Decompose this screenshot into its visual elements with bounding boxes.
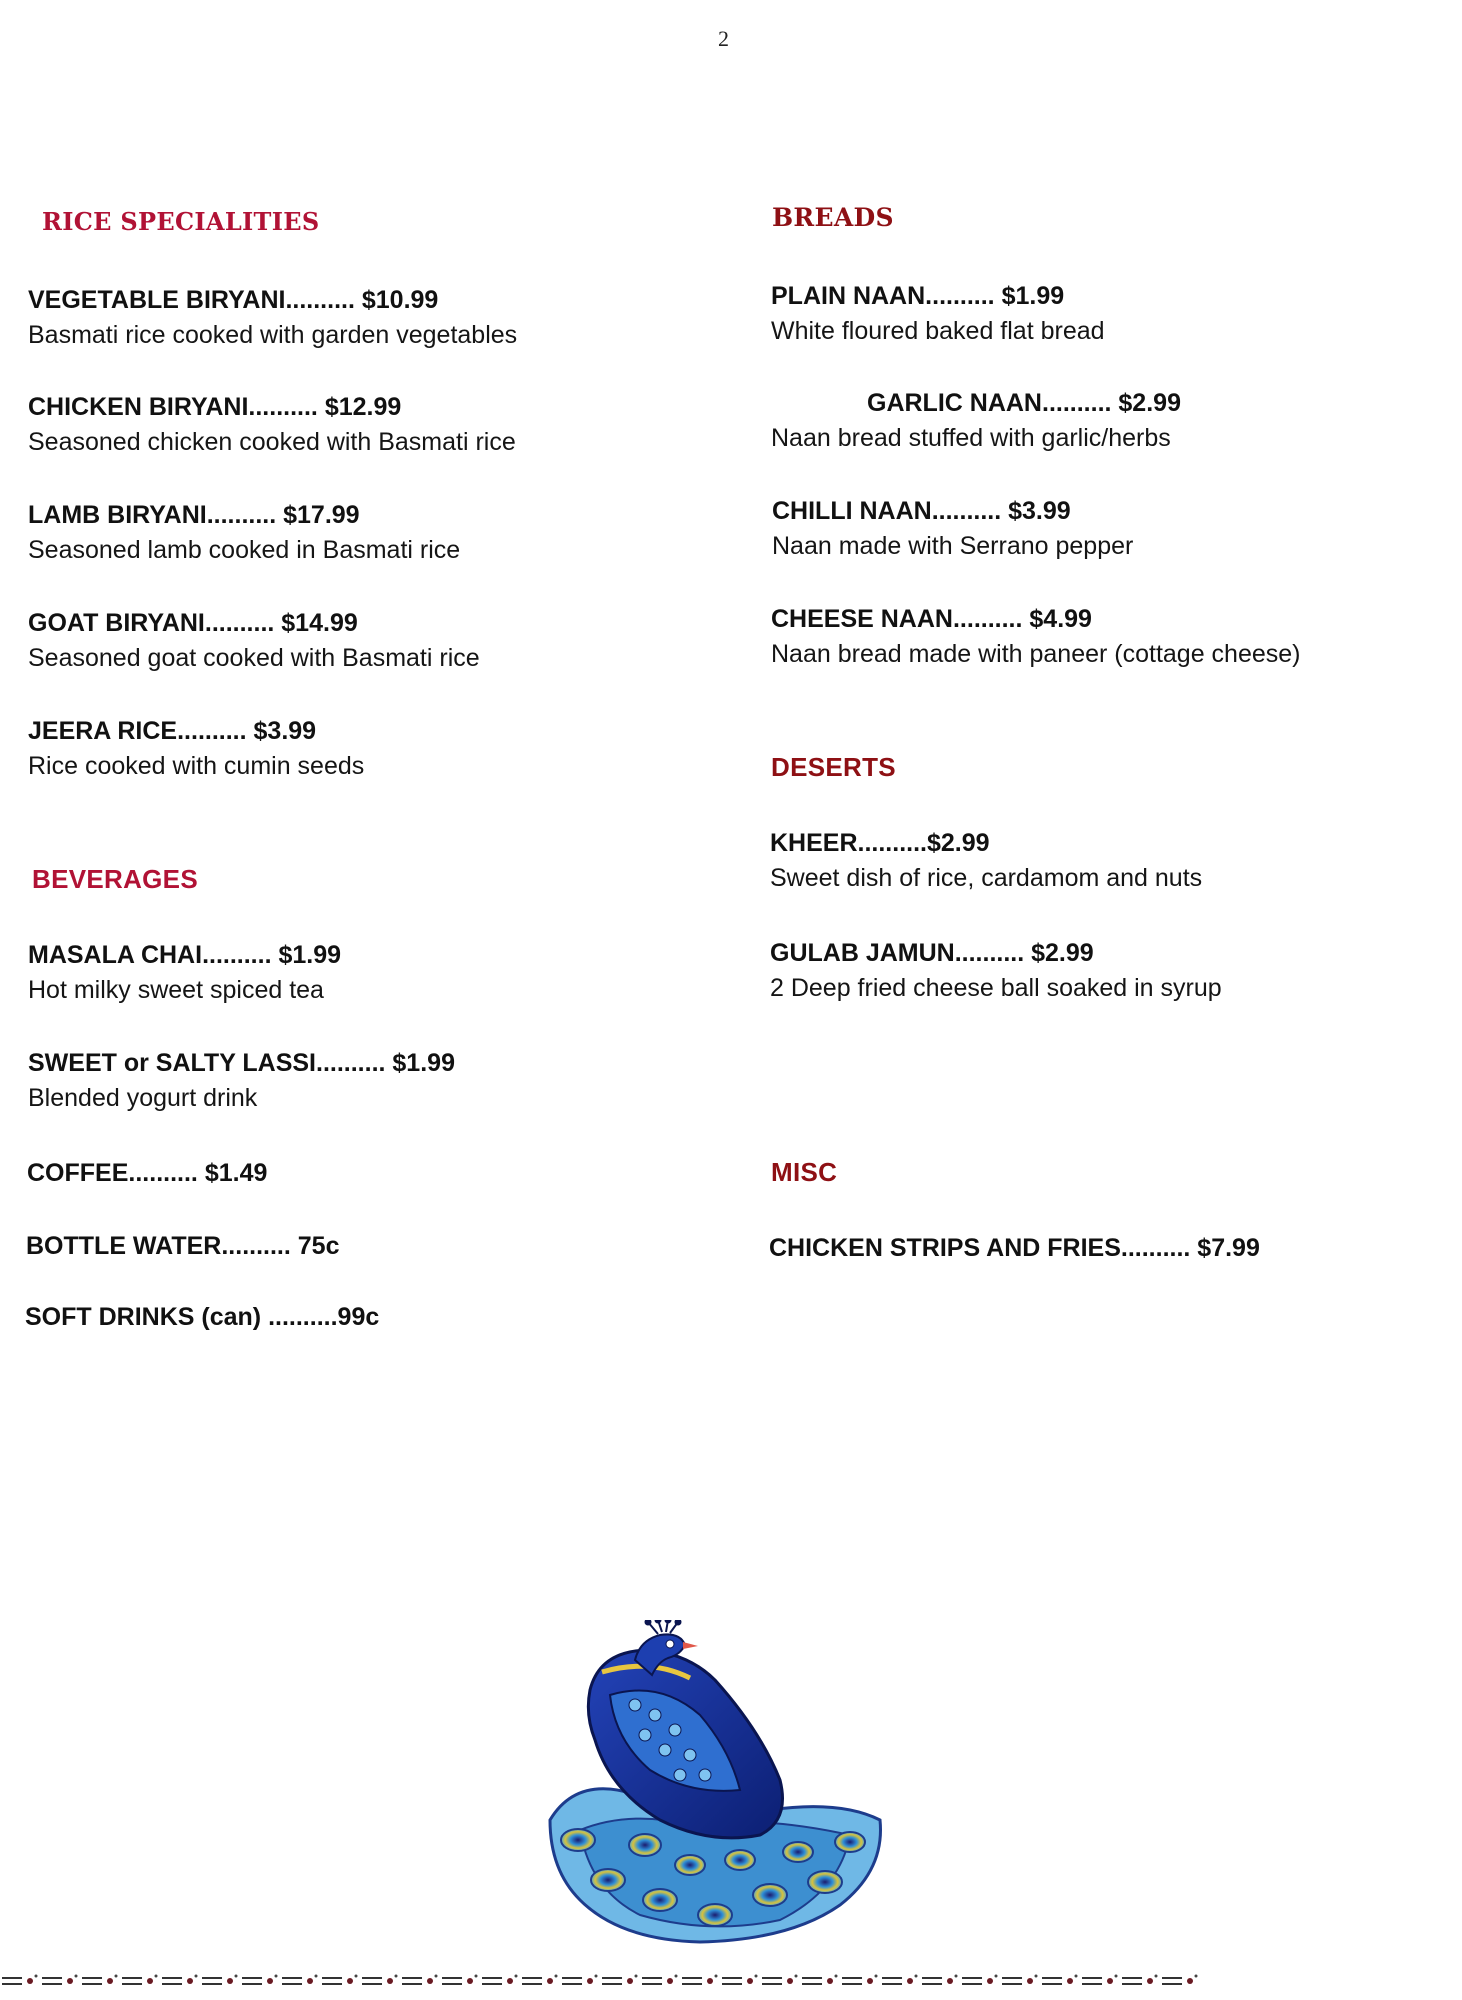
item-price: $1.49 xyxy=(204,1159,268,1187)
item-name: VEGETABLE BIRYANI xyxy=(28,286,286,314)
item-price: $4.99 xyxy=(1029,605,1092,633)
item-price: $3.99 xyxy=(253,717,317,745)
menu-item-lamb-biryani xyxy=(28,498,460,568)
section-heading-breads: BREADS xyxy=(772,203,894,232)
item-title: COFFEE.......... $1.49 xyxy=(27,1159,268,1187)
item-name: SOFT DRINKS (can) xyxy=(25,1303,269,1331)
item-description: Seasoned chicken cooked with Basmati rice xyxy=(28,428,516,456)
menu-item-jeera-rice xyxy=(28,714,364,784)
item-description: Rice cooked with cumin seeds xyxy=(28,752,365,780)
menu-item-goat-biryani xyxy=(28,606,480,676)
item-price: $1.99 xyxy=(278,941,342,969)
item-name: JEERA RICE xyxy=(28,717,178,745)
item-title: SOFT DRINKS (can) ..........99c xyxy=(25,1303,380,1331)
item-price: $1.99 xyxy=(392,1049,455,1077)
item-price: $2.99 xyxy=(1118,389,1181,417)
item-name: LAMB BIRYANI xyxy=(28,501,207,529)
item-title: VEGETABLE BIRYANI.......... $10.99 xyxy=(28,286,439,314)
section-heading-misc: MISC xyxy=(771,1157,838,1187)
item-description: Naan made with Serrano pepper xyxy=(772,532,1134,560)
item-price: $2.99 xyxy=(926,829,990,857)
item-price: 75c xyxy=(297,1232,340,1260)
item-description: Seasoned lamb cooked in Basmati rice xyxy=(28,536,461,564)
menu-item-chicken-strips xyxy=(769,1231,1260,1265)
menu-item-kheer xyxy=(770,826,1202,896)
item-title: BOTTLE WATER.......... 75c xyxy=(26,1232,340,1260)
menu-item-gulab-jamun xyxy=(770,936,1222,1006)
item-title: CHICKEN STRIPS AND FRIES.......... $7.99 xyxy=(769,1234,1260,1262)
item-title: CHICKEN BIRYANI.......... $12.99 xyxy=(28,393,402,421)
item-name: CHILLI NAAN xyxy=(772,497,932,525)
item-price: 99c xyxy=(337,1303,380,1331)
item-name: COFFEE xyxy=(27,1159,129,1187)
item-price: $17.99 xyxy=(283,501,360,529)
item-name: CHICKEN BIRYANI xyxy=(28,393,249,421)
item-title: JEERA RICE.......... $3.99 xyxy=(28,717,317,745)
menu-item-chilli-naan xyxy=(772,494,1133,564)
item-description: Naan bread stuffed with garlic/herbs xyxy=(771,424,1171,452)
item-name: BOTTLE WATER xyxy=(26,1232,222,1260)
item-name: CHEESE NAAN xyxy=(771,605,953,633)
item-title: SWEET or SALTY LASSI.......... $1.99 xyxy=(28,1049,455,1077)
item-description: Seasoned goat cooked with Basmati rice xyxy=(28,644,480,672)
item-price: $10.99 xyxy=(361,286,439,314)
item-description: White floured baked flat bread xyxy=(771,317,1105,345)
menu-item-lassi xyxy=(28,1046,455,1116)
item-name: PLAIN NAAN xyxy=(771,282,926,310)
item-title: GULAB JAMUN.......... $2.99 xyxy=(770,939,1094,967)
section-heading-deserts: DESERTS xyxy=(771,752,896,782)
item-title: PLAIN NAAN.......... $1.99 xyxy=(771,282,1065,310)
section-heading-rice: RICE SPECIALITIES xyxy=(42,207,320,236)
item-name: GULAB JAMUN xyxy=(770,939,955,967)
menu-item-vegetable-biryani xyxy=(28,283,517,353)
decorative-border-icon xyxy=(0,1968,1462,1994)
peacock-icon xyxy=(540,1620,890,1950)
menu-item-masala-chai xyxy=(28,938,341,1008)
item-title: KHEER..........$2.99 xyxy=(770,829,990,857)
item-name: MASALA CHAI xyxy=(28,941,203,969)
section-heading-beverages: BEVERAGES xyxy=(32,864,198,894)
menu-item-plain-naan xyxy=(771,279,1105,349)
item-name: SWEET or SALTY LASSI xyxy=(28,1049,316,1077)
item-price: $3.99 xyxy=(1008,497,1071,525)
item-title: CHEESE NAAN.......... $4.99 xyxy=(771,605,1092,633)
item-title: GARLIC NAAN.......... $2.99 xyxy=(867,389,1181,417)
item-title: CHILLI NAAN.......... $3.99 xyxy=(772,497,1071,525)
item-title: MASALA CHAI.......... $1.99 xyxy=(28,941,342,969)
item-description: Naan bread made with paneer (cottage cheese) xyxy=(771,640,1301,668)
page-number: 2 xyxy=(718,26,729,51)
item-description: Blended yogurt drink xyxy=(28,1084,258,1112)
item-description: 2 Deep fried cheese ball soaked in syrup xyxy=(770,974,1222,1002)
item-name: KHEER xyxy=(770,829,858,857)
item-description: Hot milky sweet spiced tea xyxy=(28,976,324,1004)
item-title: LAMB BIRYANI.......... $17.99 xyxy=(28,501,360,529)
menu-item-soft-drinks xyxy=(25,1300,379,1334)
item-price: $1.99 xyxy=(1001,282,1065,310)
item-price: $7.99 xyxy=(1197,1234,1260,1262)
item-description: Sweet dish of rice, cardamom and nuts xyxy=(770,864,1203,892)
menu-item-cheese-naan xyxy=(771,602,1301,672)
item-name: CHICKEN STRIPS AND FRIES xyxy=(769,1234,1121,1262)
item-price: $12.99 xyxy=(324,393,402,421)
item-description: Basmati rice cooked with garden vegetables xyxy=(28,321,518,349)
menu-item-coffee xyxy=(27,1156,267,1190)
menu-item-bottle-water xyxy=(26,1229,339,1263)
item-price: $2.99 xyxy=(1031,939,1094,967)
item-price: $14.99 xyxy=(281,609,358,637)
menu-item-chicken-biryani xyxy=(28,390,516,460)
item-name: GOAT BIRYANI xyxy=(28,609,205,637)
item-name: GARLIC NAAN xyxy=(867,389,1042,417)
item-title: GOAT BIRYANI.......... $14.99 xyxy=(28,609,358,637)
menu-item-garlic-naan xyxy=(771,386,1181,456)
